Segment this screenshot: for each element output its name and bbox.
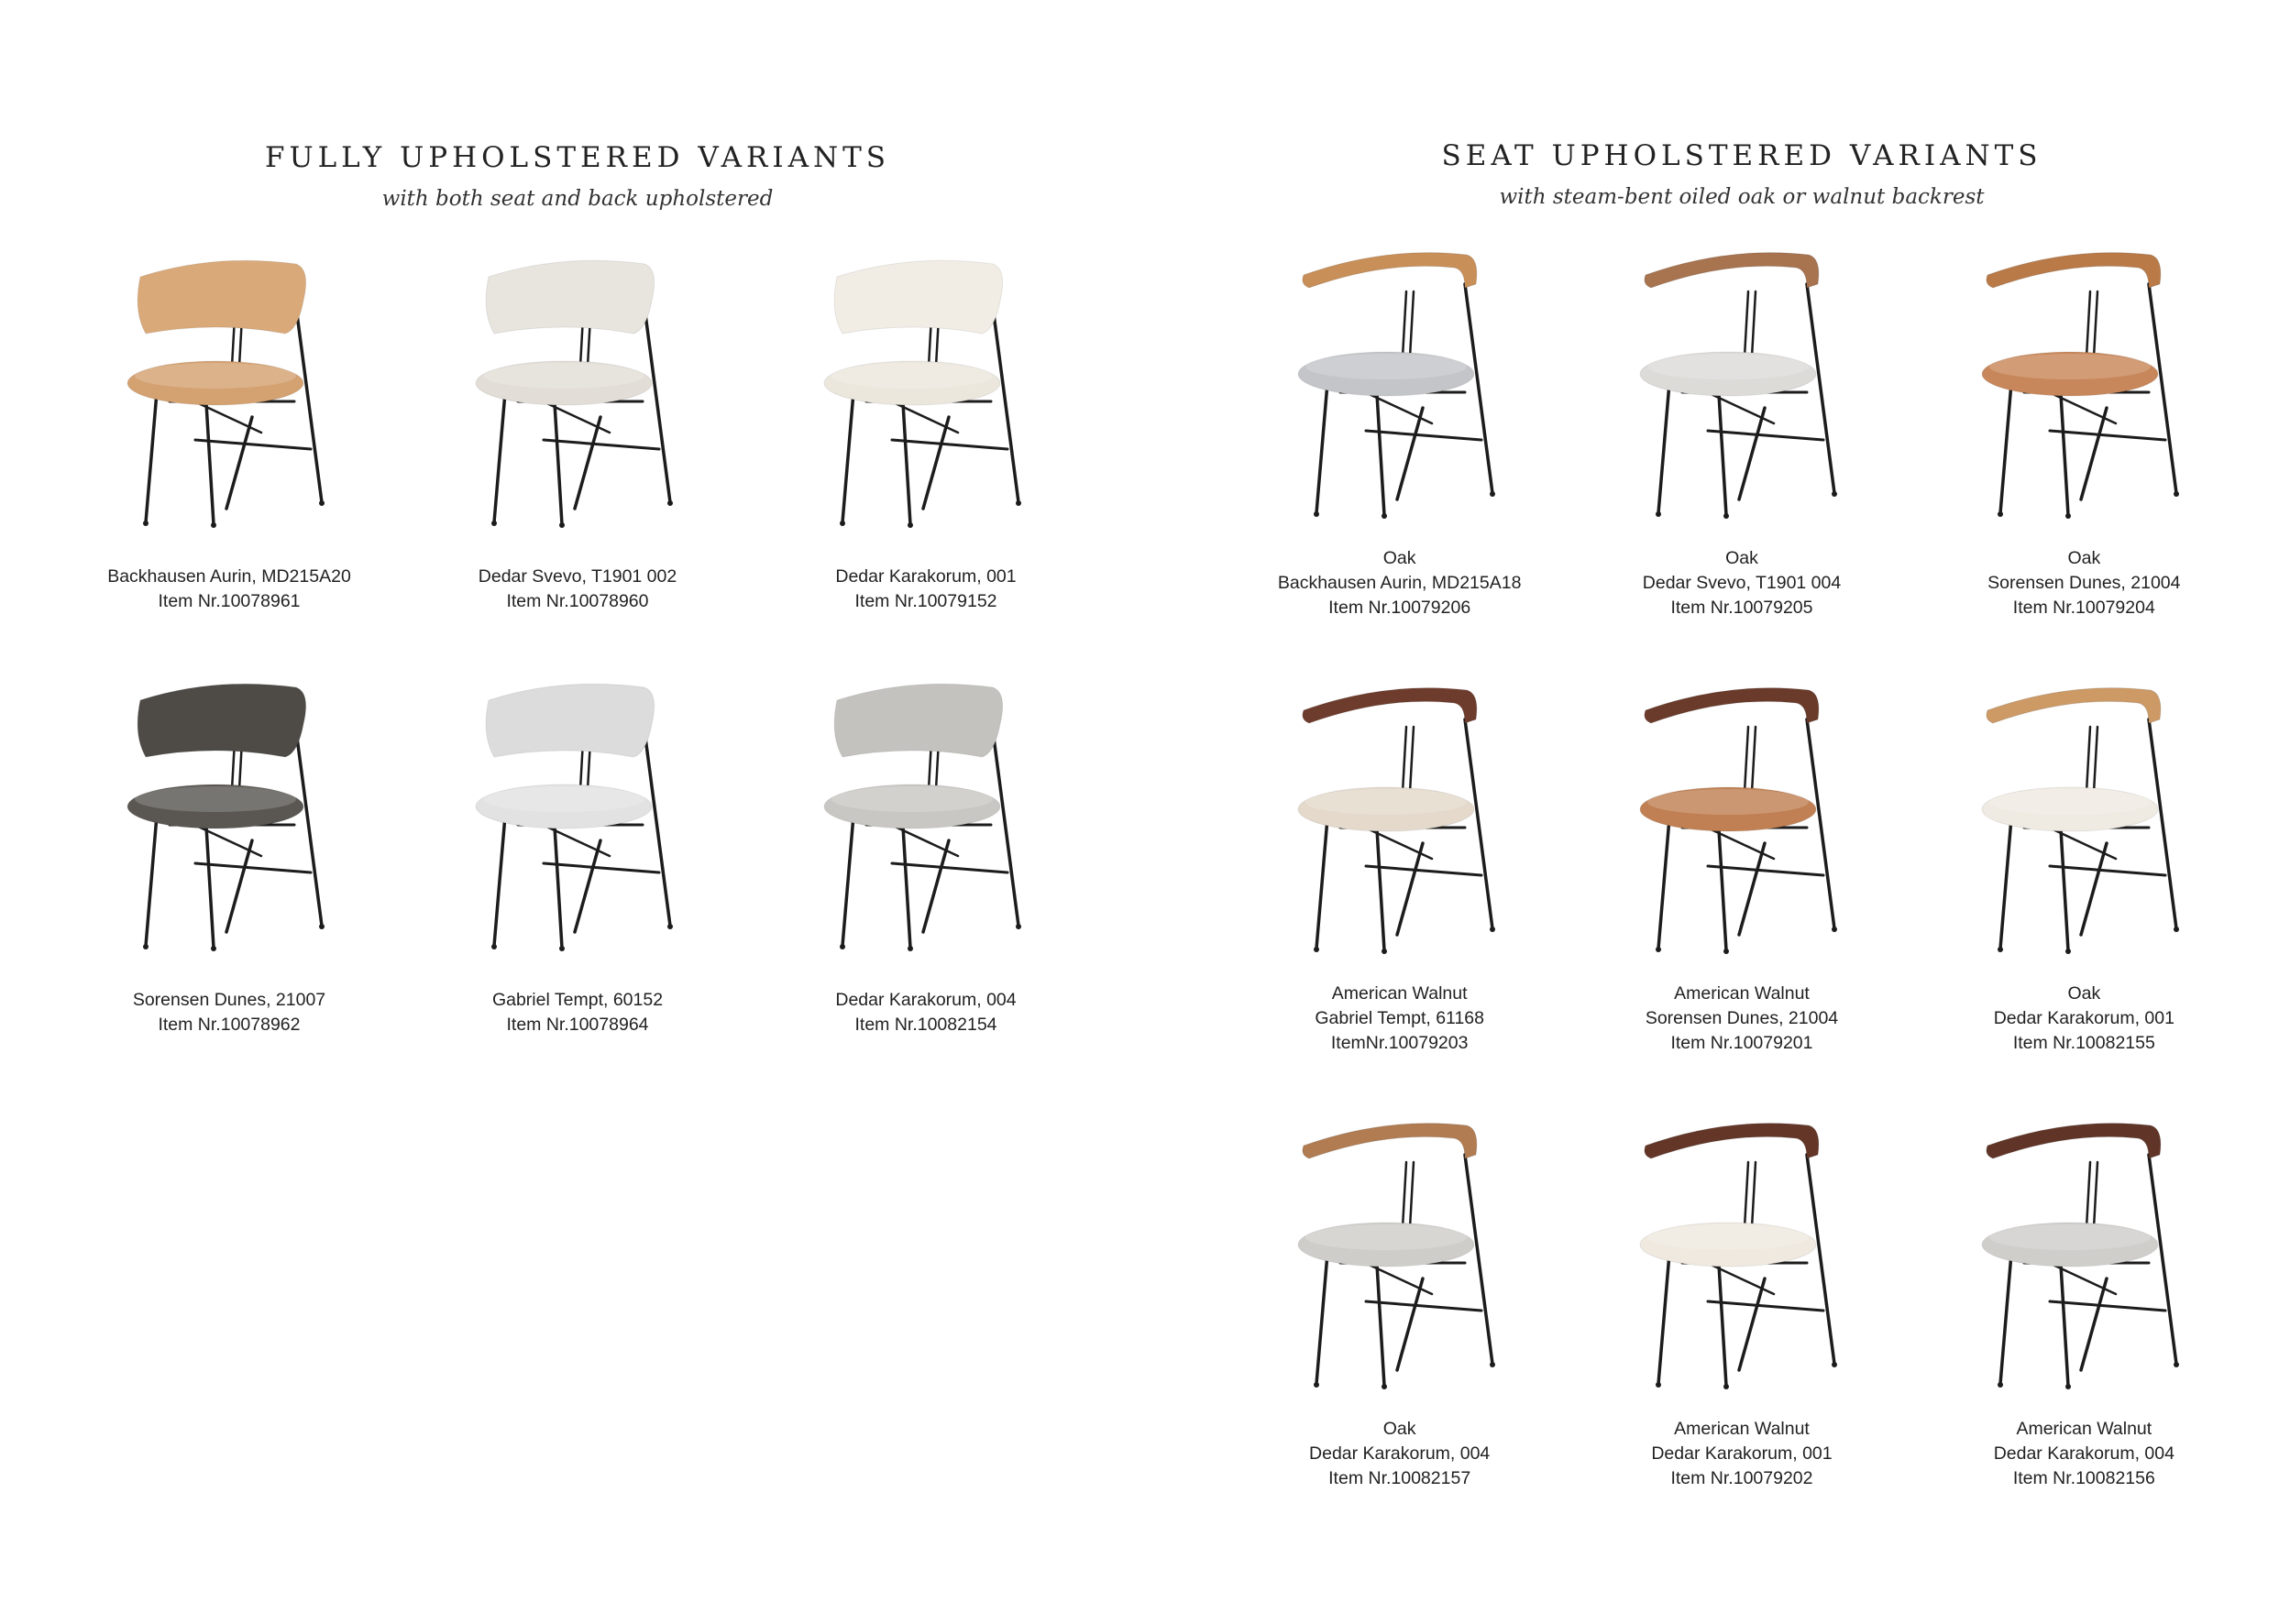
stretcher — [544, 863, 659, 872]
leg-foot — [1998, 1382, 2003, 1388]
rear-leg — [294, 293, 322, 502]
wooden-backrest — [1303, 253, 1477, 288]
leg-foot — [667, 924, 673, 929]
upholstered-backrest — [138, 260, 306, 334]
leg-foot — [319, 500, 325, 506]
chair-card — [1913, 1118, 2255, 1553]
front-leg — [1316, 818, 1327, 949]
leg-foot — [667, 500, 673, 506]
rear-leg — [226, 417, 252, 509]
rear-leg — [1397, 408, 1423, 499]
chair-caption — [1643, 546, 1841, 620]
rear-leg — [1739, 408, 1765, 499]
wood-type: Oak — [1725, 548, 1758, 568]
chair-caption — [835, 565, 1016, 614]
wood-type: Oak — [1382, 1419, 1416, 1439]
chair-card — [1913, 683, 2255, 1118]
front-leg — [2000, 818, 2011, 949]
stretcher — [544, 440, 659, 449]
wood-type: Oak — [1382, 548, 1416, 568]
item-number: Item Nr.10082156 — [2012, 1468, 2155, 1488]
upholstered-backrest — [834, 260, 1003, 334]
fabric-name: Dedar Karakorum, 004 — [835, 990, 1017, 1010]
chair-card — [1228, 1118, 1570, 1553]
section-subtitle: with both seat and back upholstered — [381, 187, 774, 211]
front-leg — [1316, 383, 1327, 513]
leg-foot — [1314, 511, 1319, 517]
leg-foot — [1723, 949, 1729, 954]
stretcher — [1366, 866, 1481, 875]
leg-foot — [1656, 511, 1661, 517]
leg-foot — [1832, 1362, 1837, 1367]
item-number: Item Nr.10079206 — [1328, 598, 1471, 618]
front-leg — [206, 827, 214, 948]
upholstered-backrest — [138, 684, 306, 757]
chair-card — [403, 257, 752, 680]
chair-image — [1969, 683, 2198, 958]
seat-highlight — [1647, 354, 1809, 379]
rear-leg — [1807, 719, 1834, 928]
front-leg — [1719, 1265, 1726, 1386]
fabric-name: Dedar Svevo, T1901 002 — [478, 566, 677, 587]
item-number: Item Nr.10078960 — [506, 591, 649, 611]
front-leg — [1719, 829, 1726, 950]
chair-caption — [1987, 546, 2180, 620]
item-number: Item Nr.10079202 — [1670, 1468, 1813, 1488]
rear-leg — [575, 417, 600, 509]
rear-leg — [2149, 719, 2176, 928]
front-leg — [842, 816, 853, 946]
rear-leg — [1739, 1278, 1765, 1370]
rear-leg — [643, 717, 670, 926]
seat-highlight — [1305, 789, 1467, 815]
stretcher — [892, 440, 1007, 449]
leg-foot — [1723, 1384, 1729, 1389]
wooden-backrest — [1303, 688, 1477, 723]
seat-highlight — [1647, 789, 1809, 815]
rear-leg — [2081, 843, 2107, 935]
leg-foot — [2065, 1384, 2071, 1389]
chair-card — [1570, 1118, 1912, 1553]
leg-foot — [1832, 491, 1837, 497]
seat-highlight — [831, 786, 993, 812]
leg-foot — [2065, 949, 2071, 954]
upholstered-backrest — [834, 684, 1003, 757]
chair-caption — [1651, 1417, 1832, 1491]
fabric-name: Dedar Karakorum, 004 — [1309, 1443, 1491, 1464]
front-leg — [2000, 1254, 2011, 1384]
front-leg — [2061, 829, 2068, 950]
leg-foot — [1998, 511, 2003, 517]
front-leg — [1316, 1254, 1327, 1384]
leg-foot — [840, 521, 845, 526]
item-number: Item Nr.10078961 — [158, 591, 301, 611]
leg-foot — [1490, 491, 1495, 497]
stretcher — [1708, 866, 1823, 875]
fabric-name: Gabriel Tempt, 61168 — [1315, 1008, 1484, 1028]
front-leg — [1719, 394, 1726, 515]
section-title: SEAT UPHOLSTERED VARIANTS — [1441, 139, 2042, 172]
fabric-name: Dedar Karakorum, 004 — [1993, 1443, 2174, 1464]
item-number: Item Nr.10079204 — [2012, 598, 2155, 618]
front-leg — [494, 816, 505, 946]
stretcher — [1708, 431, 1823, 440]
rear-leg — [991, 717, 1018, 926]
rear-leg — [1465, 1155, 1492, 1364]
chair-caption — [1994, 1417, 2174, 1491]
leg-foot — [908, 522, 913, 528]
item-number: ItemNr.10079203 — [1330, 1033, 1469, 1053]
rear-leg — [1397, 1278, 1423, 1370]
chair-caption — [835, 988, 1016, 1037]
item-number: Item Nr.10079201 — [1670, 1033, 1813, 1053]
leg-foot — [143, 521, 149, 526]
front-leg — [1658, 383, 1669, 513]
fabric-name: Gabriel Tempt, 60152 — [491, 990, 664, 1010]
chair-card — [1228, 683, 1570, 1118]
wooden-backrest — [1987, 1124, 2161, 1158]
wood-type: American Walnut — [1674, 1419, 1810, 1439]
leg-foot — [211, 946, 216, 951]
chair-image — [811, 257, 1040, 532]
front-leg — [1377, 1265, 1384, 1386]
chair-caption — [133, 988, 325, 1037]
leg-foot — [559, 522, 565, 528]
chair-image — [811, 680, 1040, 955]
front-leg — [494, 392, 505, 522]
wooden-backrest — [1987, 253, 2161, 288]
seat-highlight — [483, 786, 644, 812]
chair-grid — [55, 257, 1100, 1103]
rear-leg — [1739, 843, 1765, 935]
leg-foot — [1998, 947, 2003, 952]
stretcher — [1366, 1301, 1481, 1311]
chair-caption — [1278, 546, 1522, 620]
chair-caption — [479, 565, 677, 614]
stretcher — [2050, 431, 2165, 440]
wood-type: American Walnut — [1331, 983, 1468, 1004]
wooden-backrest — [1645, 253, 1819, 288]
chair-image — [1627, 1118, 1856, 1393]
chair-card — [403, 680, 752, 1103]
chair-card — [1570, 247, 1912, 683]
section-title: FULLY UPHOLSTERED VARIANTS — [264, 141, 891, 174]
seat-highlight — [1305, 354, 1467, 379]
front-leg — [555, 403, 562, 524]
seat-highlight — [1989, 789, 2151, 815]
item-number: Item Nr.10079205 — [1670, 598, 1813, 618]
item-number: Item Nr.10082155 — [2012, 1033, 2155, 1053]
chair-caption — [107, 565, 351, 614]
chair-caption — [1315, 982, 1484, 1056]
chair-image — [463, 680, 692, 955]
chair-image — [1285, 247, 1514, 522]
rear-leg — [1465, 284, 1492, 493]
fabric-name: Dedar Karakorum, 001 — [1993, 1008, 2174, 1028]
seat-highlight — [1647, 1224, 1809, 1250]
stretcher — [2050, 1301, 2165, 1311]
seat-highlight — [1305, 1224, 1467, 1250]
upholstered-backrest — [486, 260, 655, 334]
front-leg — [1377, 394, 1384, 515]
leg-foot — [1016, 500, 1021, 506]
fabric-name: Sorensen Dunes, 21007 — [132, 990, 326, 1010]
leg-foot — [2174, 927, 2179, 932]
chair-caption — [1994, 982, 2174, 1056]
rear-leg — [1397, 843, 1423, 935]
wood-type: American Walnut — [1674, 983, 1810, 1004]
chair-image — [1627, 683, 1856, 958]
seat-highlight — [1989, 1224, 2151, 1250]
rear-leg — [2149, 284, 2176, 493]
leg-foot — [1656, 1382, 1661, 1388]
leg-foot — [2174, 1362, 2179, 1367]
leg-foot — [211, 522, 216, 528]
seat-highlight — [483, 363, 644, 389]
leg-foot — [1656, 947, 1661, 952]
front-leg — [206, 403, 214, 524]
item-number: Item Nr.10078964 — [506, 1015, 649, 1035]
leg-foot — [1490, 927, 1495, 932]
item-number: Item Nr.10079152 — [854, 591, 997, 611]
fabric-name: Dedar Karakorum, 001 — [1651, 1443, 1833, 1464]
leg-foot — [1832, 927, 1837, 932]
chair-card — [752, 257, 1100, 680]
front-leg — [2061, 394, 2068, 515]
rear-leg — [294, 717, 322, 926]
rear-leg — [2149, 1155, 2176, 1364]
chair-image — [115, 680, 344, 955]
front-leg — [1377, 829, 1384, 950]
stretcher — [195, 440, 311, 449]
chair-card — [752, 680, 1100, 1103]
chair-card — [55, 257, 403, 680]
seat-highlight — [1989, 354, 2151, 379]
rear-leg — [923, 840, 949, 932]
chair-image — [1285, 1118, 1514, 1393]
chair-card — [1570, 683, 1912, 1118]
front-leg — [903, 827, 910, 948]
leg-foot — [1314, 947, 1319, 952]
item-number: Item Nr.10082154 — [854, 1015, 997, 1035]
front-leg — [903, 403, 910, 524]
chair-caption — [1646, 982, 1838, 1056]
front-leg — [842, 392, 853, 522]
seat-highlight — [135, 363, 296, 389]
leg-foot — [1016, 924, 1021, 929]
rear-leg — [575, 840, 600, 932]
rear-leg — [1807, 1155, 1834, 1364]
rear-leg — [643, 293, 670, 502]
section-subtitle: with steam-bent oiled oak or walnut backrest — [1499, 185, 1985, 209]
wooden-backrest — [1645, 1124, 1819, 1158]
leg-foot — [491, 944, 497, 949]
fabric-name: Dedar Svevo, T1901 004 — [1642, 573, 1842, 593]
wood-type: Oak — [2067, 548, 2101, 568]
chair-card — [55, 680, 403, 1103]
rear-leg — [923, 417, 949, 509]
chair-caption — [492, 988, 663, 1037]
leg-foot — [1723, 513, 1729, 519]
chair-image — [115, 257, 344, 532]
front-leg — [1658, 818, 1669, 949]
chair-image — [1285, 683, 1514, 958]
fabric-name: Backhausen Aurin, MD215A18 — [1277, 573, 1522, 593]
leg-foot — [2065, 513, 2071, 519]
seat-highlight — [831, 363, 993, 389]
wooden-backrest — [1645, 688, 1819, 723]
chair-caption — [1309, 1417, 1490, 1491]
leg-foot — [1314, 1382, 1319, 1388]
rear-leg — [1465, 719, 1492, 928]
stretcher — [195, 863, 311, 872]
item-number: Item Nr.10078962 — [158, 1015, 301, 1035]
front-leg — [146, 392, 157, 522]
stretcher — [1708, 1301, 1823, 1311]
leg-foot — [908, 946, 913, 951]
rear-leg — [226, 840, 252, 932]
stretcher — [892, 863, 1007, 872]
leg-foot — [1490, 1362, 1495, 1367]
wood-type: American Walnut — [2016, 1419, 2152, 1439]
rear-leg — [991, 293, 1018, 502]
leg-foot — [319, 924, 325, 929]
wood-type: Oak — [2067, 983, 2101, 1004]
fabric-name: Sorensen Dunes, 21004 — [1987, 573, 2181, 593]
upholstered-backrest — [486, 684, 655, 757]
leg-foot — [491, 521, 497, 526]
chair-image — [463, 257, 692, 532]
item-number: Item Nr.10082157 — [1328, 1468, 1471, 1488]
wooden-backrest — [1987, 688, 2161, 723]
front-leg — [2000, 383, 2011, 513]
fabric-name: Sorensen Dunes, 21004 — [1645, 1008, 1839, 1028]
chair-grid — [1228, 247, 2255, 1553]
rear-leg — [2081, 1278, 2107, 1370]
leg-foot — [143, 944, 149, 949]
leg-foot — [1382, 513, 1387, 519]
rear-leg — [1807, 284, 1834, 493]
chair-image — [1627, 247, 1856, 522]
front-leg — [1658, 1254, 1669, 1384]
leg-foot — [840, 944, 845, 949]
leg-foot — [1382, 949, 1387, 954]
stretcher — [1366, 431, 1481, 440]
stretcher — [2050, 866, 2165, 875]
fabric-name: Backhausen Aurin, MD215A20 — [107, 566, 351, 587]
rear-leg — [2081, 408, 2107, 499]
seat-highlight — [135, 786, 296, 812]
leg-foot — [559, 946, 565, 951]
leg-foot — [2174, 491, 2179, 497]
front-leg — [2061, 1265, 2068, 1386]
front-leg — [555, 827, 562, 948]
wooden-backrest — [1303, 1124, 1477, 1158]
chair-image — [1969, 1118, 2198, 1393]
chair-card — [1913, 247, 2255, 683]
fabric-name: Dedar Karakorum, 001 — [835, 566, 1017, 587]
leg-foot — [1382, 1384, 1387, 1389]
chair-image — [1969, 247, 2198, 522]
front-leg — [146, 816, 157, 946]
chair-card — [1228, 247, 1570, 683]
